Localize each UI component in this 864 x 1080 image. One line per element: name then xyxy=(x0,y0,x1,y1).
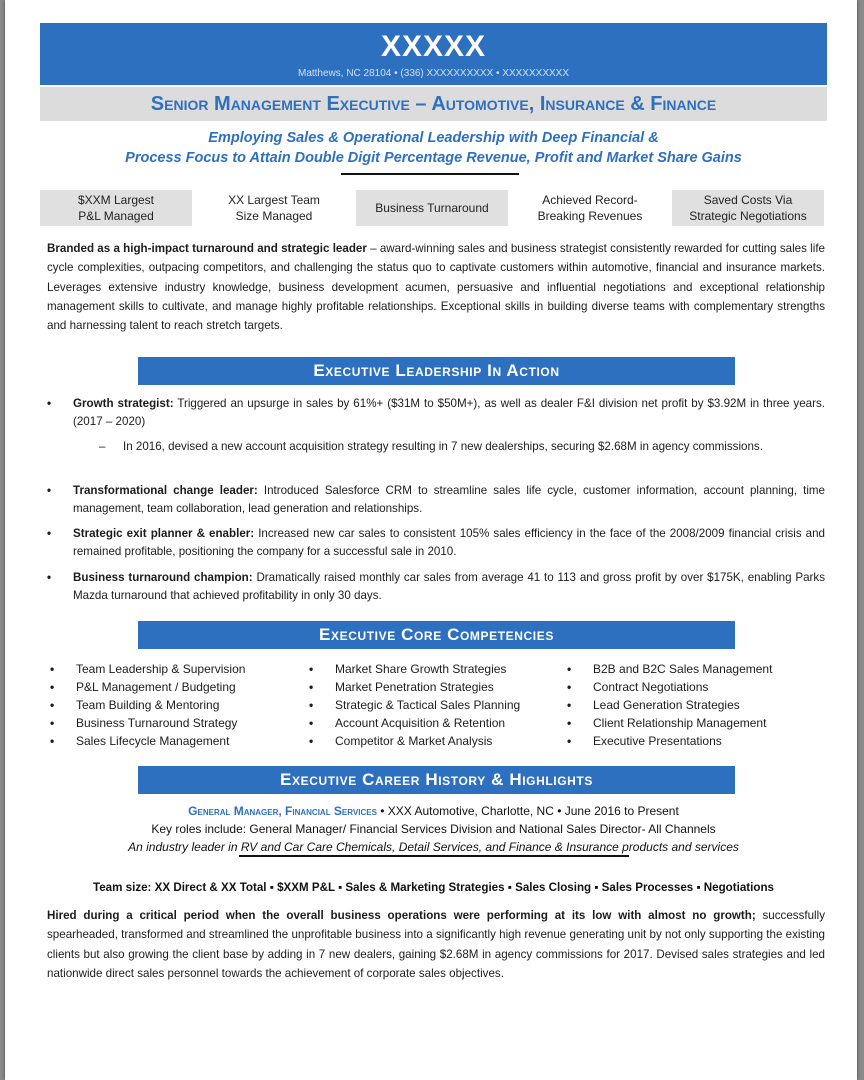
sub-item-text: In 2016, devised a new account acquisition strategy resulting in 7 new dealerships, securing $2.68M in agency commissions. xyxy=(123,440,763,453)
bullet-icon: • xyxy=(567,662,572,676)
value-proposition xyxy=(40,128,827,168)
tagline-underline xyxy=(341,173,519,175)
bullet-icon: • xyxy=(309,734,314,748)
bullet-icon: • xyxy=(47,397,52,410)
tagline-line-2: Process Focus to Attain Double Digit Percentage Revenue, Profit and Market Share Gains xyxy=(125,150,742,166)
candidate-name: XXXXX xyxy=(380,30,487,63)
bullet-icon: • xyxy=(47,571,52,584)
highlight-line: XX Largest Team xyxy=(228,193,320,207)
job-para-lead: Hired during a critical period when the overall business operations were performing at its low with almost no growth; xyxy=(47,909,756,922)
competency-label: Sales Lifecycle Management xyxy=(76,734,230,748)
highlight-box xyxy=(198,190,350,226)
list-item xyxy=(50,660,300,678)
competency-label: Executive Presentations xyxy=(593,734,722,748)
job-paragraph xyxy=(47,906,825,983)
list-item xyxy=(567,696,827,714)
item-lead: Strategic exit planner & enabler: xyxy=(73,527,255,540)
job-roles: Key roles include: General Manager/ Financial Services Division and National Sales Director- All Channels xyxy=(151,822,716,836)
tagline-line-1: Employing Sales & Operational Leadership with Deep Financial & xyxy=(208,130,659,146)
item-lead: Transformational change leader: xyxy=(73,484,258,497)
contact-line: Matthews, NC 28104 • (336) XXXXXXXXXX • XXXXXXXXXX xyxy=(297,68,569,79)
list-item xyxy=(50,732,300,750)
item-lead: Business turnaround champion: xyxy=(73,571,253,584)
name-banner xyxy=(40,23,827,85)
highlight-box xyxy=(514,190,666,226)
competency-label: Market Share Growth Strategies xyxy=(335,662,507,676)
highlight-line: Business Turnaround xyxy=(375,201,489,215)
highlight-line: $XXM Largest xyxy=(77,193,155,207)
list-item xyxy=(309,696,564,714)
summary-text: – award-winning sales and business strategist consistently rewarded for cutting sales life cycle complexities, outpacing competitors, and challenging the status quo to captivate customers within automotive, financial and insurance markets. Leverages extensive industry knowledge, business development acumen, persuasive and influential negotiations and exceptional relationship management skills to cultivate, and manage highly profitable relationships. Exceptional skills in building diverse teams with complementary strengths and harnessing talent to reach stretch targets. xyxy=(47,242,825,333)
highlight-line: Size Managed xyxy=(235,209,313,223)
list-item xyxy=(50,678,300,696)
job-company: • XXX Automotive, Charlotte, NC • June 2016 to Present xyxy=(376,804,679,818)
highlight-line: Achieved Record- xyxy=(542,193,638,207)
bullet-icon: • xyxy=(50,680,55,694)
item-text: Introduced Salesforce CRM to streamline sales life cycle, customer information, account planning, time management, team collaboration, lead generation and relationships. xyxy=(73,484,825,515)
bullet-icon: • xyxy=(567,680,572,694)
list-item xyxy=(567,660,827,678)
bullet-icon: • xyxy=(567,698,572,712)
summary-paragraph xyxy=(47,239,825,335)
competency-label: Strategic & Tactical Sales Planning xyxy=(335,698,521,712)
team-size-line: Team size: XX Direct & XX Total ▪ $XXM P&L ▪ Sales & Marketing Strategies ▪ Sales Closing ▪ Sales Processes ▪ Negotiations xyxy=(93,881,774,894)
section-heading-competencies: Executive Core Competencies xyxy=(138,621,735,649)
summary-lead: Branded as a high-impact turnaround and strategic leader xyxy=(47,242,367,255)
list-item xyxy=(50,714,300,732)
item-text: Dramatically raised monthly car sales from average 41 to 113 and gross profit by over $175K, enabling Parks Mazda turnaround that achieved profitability in only 30 days. xyxy=(73,571,825,602)
bullet-icon: • xyxy=(47,527,52,540)
highlight-line: Breaking Revenues xyxy=(537,209,643,223)
item-lead: Growth strategist: xyxy=(73,397,174,410)
list-item xyxy=(309,678,564,696)
list-item xyxy=(50,696,300,714)
competency-column-1 xyxy=(50,660,300,750)
competency-label: B2B and B2C Sales Management xyxy=(593,662,773,676)
list-item xyxy=(309,660,564,678)
list-item xyxy=(567,714,827,732)
highlights-row xyxy=(40,190,827,226)
bullet-icon: • xyxy=(50,716,55,730)
competency-label: Client Relationship Management xyxy=(593,716,767,730)
highlight-line: Saved Costs Via xyxy=(703,193,793,207)
bullet-icon: • xyxy=(309,698,314,712)
bullet-icon: • xyxy=(47,484,52,497)
job-industry: An industry leader in RV and Car Care Chemicals, Detail Services, and Finance & Insurance products and services xyxy=(128,840,739,854)
bullet-icon: • xyxy=(567,734,572,748)
bullet-icon: • xyxy=(309,662,314,676)
bullet-icon: • xyxy=(50,662,55,676)
bullet-icon: • xyxy=(50,734,55,748)
bullet-icon: • xyxy=(567,716,572,730)
item-text: Triggered an upsurge in sales by 61%+ ($31M to $50M+), as well as dealer F&I division net profit by $3.92M in three years. (2017 – 2020) xyxy=(73,397,825,428)
highlight-box xyxy=(356,190,508,226)
competency-column-3 xyxy=(567,660,827,750)
highlight-line: Strategic Negotiations xyxy=(689,209,807,223)
list-item xyxy=(309,732,564,750)
headline-title: Senior Management Executive – Automotive, Insurance & Finance xyxy=(40,87,827,121)
list-item xyxy=(567,732,827,750)
section-heading-history: Executive Career History & Highlights xyxy=(138,766,735,794)
list-item xyxy=(567,678,827,696)
dash-icon: – xyxy=(99,440,106,453)
resume-page xyxy=(5,0,857,1080)
highlight-box xyxy=(672,190,824,226)
list-item xyxy=(309,714,564,732)
competency-label: Market Penetration Strategies xyxy=(335,680,494,694)
job-title: General Manager, Financial Services xyxy=(188,804,377,818)
section-heading-leadership: Executive Leadership In Action xyxy=(138,357,735,385)
highlight-box xyxy=(40,190,192,226)
job-para-text: successfully spearheaded, transformed and streamlined the unprofitable business into a significantly high revenue generating unit by not only supporting the existing clients but also growing the client base by adding in 7 new dealers, gaining $2.68M in agency commissions for 2017. Devised sales strategies and led nationwide direct sales personnel towards the achievement of corporate sales objectives. xyxy=(47,909,826,980)
competency-label: Business Turnaround Strategy xyxy=(76,716,238,730)
bullet-icon: • xyxy=(309,680,314,694)
competency-label: Competitor & Market Analysis xyxy=(335,734,493,748)
highlight-line: P&L Managed xyxy=(78,209,154,223)
competency-column-2 xyxy=(309,660,564,750)
bullet-icon: • xyxy=(309,716,314,730)
competency-label: Team Building & Mentoring xyxy=(76,698,220,712)
competency-label: Contract Negotiations xyxy=(593,680,709,694)
item-text: Increased new car sales to consistent 105% sales efficiency in the face of the 2008/2009 financial crisis and remained profitable, positioning the company for a successful sale in 2010. xyxy=(73,527,826,558)
job-header xyxy=(40,802,827,820)
competency-label: Account Acquisition & Retention xyxy=(335,716,506,730)
competency-label: Lead Generation Strategies xyxy=(593,698,740,712)
bullet-icon: • xyxy=(50,698,55,712)
competency-label: P&L Management / Budgeting xyxy=(76,680,236,694)
competency-label: Team Leadership & Supervision xyxy=(76,662,246,676)
job-underline xyxy=(239,855,629,857)
